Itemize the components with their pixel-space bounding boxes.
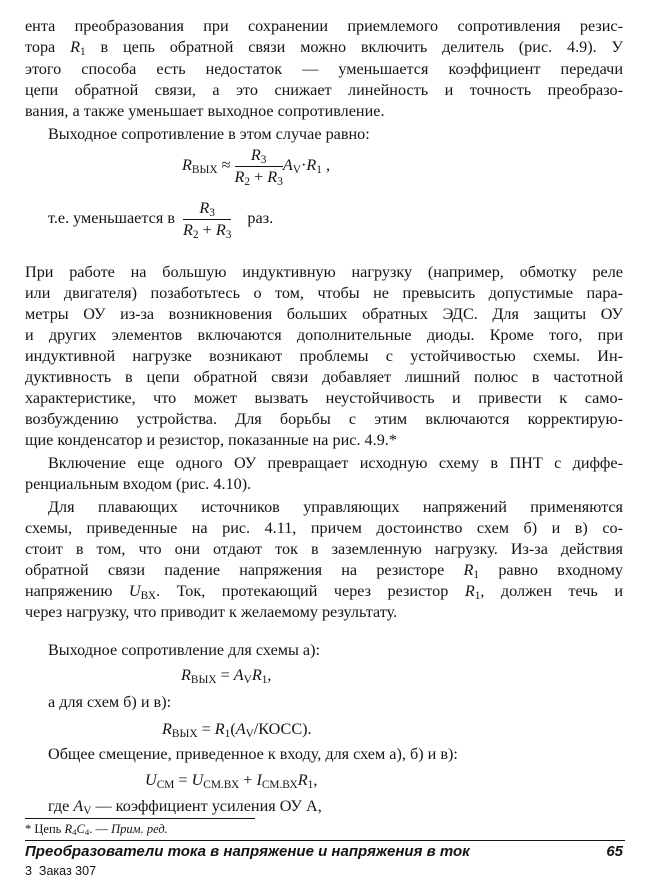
- formula-rout-schema-bv: $R_{ВЫХ}$ = $R_1(A_V/КОСС)$.: [162, 720, 312, 740]
- formula-rout-schema-a: $R_{ВЫХ} = A_VR_1$,: [181, 666, 272, 686]
- paragraph-3-line-1: Включение еще одного ОУ превращает исходную схему в ПНТ с диффе-: [48, 454, 623, 472]
- paragraph-2-line-7: характеристике, что может вызвать неустойчивость и привести к само-: [25, 389, 623, 407]
- paragraph-4-line-4: обратной связи падение напряжения на резисторе $R_1$ равно входному: [25, 561, 624, 581]
- paragraph-2-line-2: или двигателя) позаботьтесь о том, чтобы не превысить допустимые пара-: [25, 284, 623, 302]
- paragraph-2-line-6: дуктивность в цепи обратной связи добавляет лишний полюс в частотной: [25, 368, 623, 386]
- running-title: Преобразователи тока в напряжение и напряжения в ток: [25, 843, 470, 860]
- paragraph-3-line-2: ренциальным входом (рис. 4.10).: [25, 475, 252, 493]
- formula-output-resistance: $R_{ВЫХ}$ ≈ $\frac{R_3}{R_2 + R_3}$ $A_V\cdot R_1$ ,: [182, 146, 330, 188]
- paragraph-1-line-2: тора $R_1$ в цепь обратной связи можно включить делитель (рис. 4.9). У: [25, 38, 623, 58]
- formula-common-offset: $U_{СМ} = U_{СМ.ВХ} + I_{СМ.ВХ}R_1$,: [145, 771, 318, 791]
- page-number: 65: [606, 843, 623, 860]
- paragraph-2-line-4: и других элементов включаются дополнительные диоды. Кроме того, при: [25, 326, 623, 344]
- paragraph-2-line-5: индуктивной нагрузке возникают проблемы с устойчивостью схемы. Ин-: [25, 347, 623, 365]
- paragraph-4-line-3: стоит в том, что они отдают ток в заземленную нагрузку. Из-за действия: [25, 540, 623, 558]
- paragraph-4-line-1: Для плавающих источников управляющих напряжений применяются: [48, 498, 623, 516]
- schema-bv-intro: а для схем б) и в):: [48, 693, 172, 711]
- formula-2-fraction: $\frac{R_3}{R_2 + R_3}$: [183, 199, 232, 241]
- output-resistance-intro: Выходное сопротивление в этом случае равно:: [48, 125, 370, 143]
- paragraph-2-line-8: возбуждению устройства. Для борьбы с этим включаются корректирую-: [25, 410, 623, 428]
- paragraph-1-line-1: ента преобразования при сохранении приемлемого сопротивления резис-: [25, 17, 623, 35]
- printer-signature: 3 Заказ 307: [25, 864, 97, 878]
- formula-reduction-factor: т.е. уменьшается в $\frac{R_3}{R_2 + R_3}$ раз.: [48, 199, 274, 241]
- schema-a-intro: Выходное сопротивление для схемы а):: [48, 641, 320, 659]
- paragraph-2-line-1: При работе на большую индуктивную нагрузку (например, обмотку реле: [25, 263, 623, 281]
- paragraph-4-line-6: через нагрузку, что приводит к желаемому результату.: [25, 603, 398, 621]
- paragraph-4-line-5: напряжению $U_{ВХ}$. Ток, протекающий через резистор $R_1$, должен течь и: [25, 582, 623, 602]
- paragraph-4-line-2: схемы, приведенные на рис. 4.11, причем достоинство схем б) и в) со-: [25, 519, 623, 537]
- paragraph-1-line-4: цепи обратной связи, а это снижает линейность и точность преобразо-: [25, 81, 623, 99]
- offset-intro: Общее смещение, приведенное к входу, для схем а), б) и в):: [48, 745, 458, 763]
- paragraph-2-line-9: щие конденсатор и резистор, показанные на рис. 4.9.*: [25, 431, 397, 449]
- formula-1-fraction: $\frac{R_3}{R_2 + R_3}$: [234, 146, 283, 188]
- paragraph-1-line-5: вания, а также уменьшает выходное сопротивление.: [25, 102, 385, 120]
- footnote-rule: [25, 818, 255, 819]
- footer-rule: [25, 840, 625, 841]
- where-line: где $A_V$ — коэффициент усиления ОУ А,: [48, 797, 322, 817]
- paragraph-2-line-3: метры ОУ из-за возникновения больших обратных ЭДС. Для защиты ОУ: [25, 305, 623, 323]
- footnote: * Цепь $R_4C_4$. — Прим. ред.: [25, 822, 168, 838]
- paragraph-1-line-3: этого способа есть недостаток — уменьшается коэффициент передачи: [25, 60, 623, 78]
